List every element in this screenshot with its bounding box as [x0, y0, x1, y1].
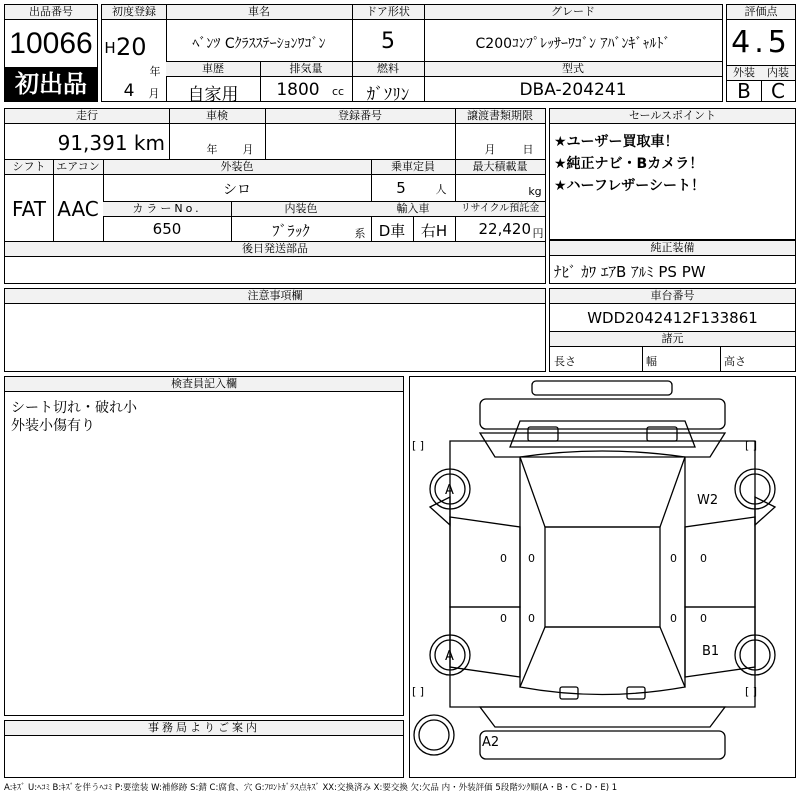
damage-mark: A — [445, 483, 454, 498]
load-label: 最大積載量 — [455, 160, 545, 175]
first-listing-badge: 初出品 — [5, 67, 97, 101]
exterior-grade: B — [737, 79, 751, 103]
panel-zero: 0 — [700, 552, 707, 565]
panel-zero: 0 — [700, 612, 707, 625]
import-dealer: D車 — [378, 222, 406, 240]
model-code: DBA-204241 — [519, 80, 627, 100]
car-name: ﾍﾞﾝﾂ Cｸﾗｽｽﾃｰｼｮﾝﾜｺﾞﾝ — [192, 36, 326, 52]
office-box — [4, 720, 404, 778]
sales-points-box — [549, 108, 796, 240]
shift-label: シフト — [5, 160, 53, 175]
model-label: 型式 — [424, 62, 722, 77]
dims-label: 諸元 — [550, 332, 795, 347]
vehicle-info-box — [101, 4, 723, 105]
ac-label: エアコン — [53, 160, 103, 175]
year-unit: 年 — [149, 65, 161, 78]
sales-points-label: セールスポイント — [550, 109, 795, 124]
damage-mark: A — [445, 649, 454, 664]
exterior-label: 外装 — [727, 66, 761, 81]
equipment-box — [549, 240, 796, 284]
sales-point: ★純正ナビ・Bカメラ！ — [554, 156, 704, 172]
mileage: 91,391 km — [57, 131, 165, 155]
panel-zero: 0 — [528, 552, 535, 565]
fuel-label: 燃料 — [352, 62, 424, 77]
lot-number: 10066 — [9, 27, 93, 60]
height-label: 高さ — [724, 355, 746, 368]
recycle-fee: 22,420 — [478, 220, 531, 238]
damage-mark: B1 — [702, 644, 720, 659]
int-color: ﾌﾞﾗｯｸ — [272, 222, 310, 240]
history-label: 車歴 — [166, 62, 260, 77]
inspector-note: 外装小傷有り — [11, 418, 95, 434]
load-unit: kg — [528, 185, 542, 198]
lot-number-box — [4, 4, 98, 102]
damage-mark: A2 — [482, 735, 500, 750]
recycle-unit: 円 — [532, 227, 544, 240]
interior-label: 内装 — [761, 66, 795, 81]
month-unit: 月 — [148, 87, 160, 100]
sales-point: ★ハーフレザーシート！ — [554, 178, 706, 194]
inspector-box — [4, 376, 404, 716]
color-no-label: カラーNo. — [103, 202, 231, 217]
equipment: ﾅﾋﾞ ｶﾜ ｴｱB ｱﾙﾐ PS PW — [554, 263, 706, 281]
transfer-day-unit: 日 — [522, 143, 534, 156]
notes-label: 注意事項欄 — [5, 289, 545, 304]
transfer-month-unit: 月 — [484, 143, 496, 156]
era: H — [104, 39, 116, 57]
interior-grade: C — [771, 79, 785, 103]
steering: 右H — [420, 222, 448, 240]
history: 自家用 — [187, 85, 239, 105]
mileage-label: 走行 — [5, 109, 169, 124]
ext-color-label: 外装色 — [103, 160, 371, 175]
displacement-unit: cc — [331, 85, 345, 98]
later-parts-label: 後日発送部品 — [5, 242, 545, 257]
reg-month: 4 — [123, 81, 135, 101]
int-color-suffix: 系 — [354, 227, 366, 240]
bracket-marker: [ ] — [745, 685, 758, 698]
ext-color: シロ — [223, 182, 251, 198]
import-label: 輸入車 — [371, 202, 455, 217]
inspector-note: シート切れ・破れ小 — [11, 400, 137, 416]
recycle-label: リサイクル預託金 — [455, 202, 545, 217]
displacement: 1800 — [276, 80, 320, 100]
legend: A:ｷｽﾞ U:ﾍｺﾐ B:ｷｽﾞを伴うﾍｺﾐ P:要塗装 W:補修跡 S:錆 C:腐食、穴 G:ﾌﾛﾝﾄｶﾞﾗｽ点ｷｽﾞ XX:交換済み X:要交換 欠:欠品 内・外装評価 5段階ﾗﾝｸ順(A・B・C・D・E) 1 — [4, 783, 618, 793]
lot-number-label: 出品番号 — [5, 5, 97, 20]
chassis-number: WDD2042412F133861 — [587, 309, 758, 327]
reg-no-label: 登録番号 — [265, 109, 455, 124]
score-box — [726, 4, 796, 102]
inspection-year-unit: 年 — [206, 143, 218, 156]
bracket-marker: [ ] — [745, 439, 758, 452]
capacity: 5 — [396, 179, 406, 197]
air-conditioner: AAC — [57, 197, 99, 221]
door-label: ドア形状 — [352, 5, 424, 20]
transfer-label: 譲渡書類期限 — [455, 109, 545, 124]
inspector-label: 検査員記入欄 — [5, 377, 403, 392]
sales-point: ★ユーザー買取車！ — [554, 134, 679, 150]
car-outline-diagram — [410, 377, 795, 777]
panel-zero: 0 — [670, 612, 677, 625]
car-name-label: 車名 — [166, 5, 352, 20]
details-box — [4, 108, 546, 284]
grade-label: グレード — [424, 5, 722, 20]
panel-zero: 0 — [528, 612, 535, 625]
equipment-label: 純正装備 — [550, 241, 795, 256]
capacity-label: 乗車定員 — [371, 160, 455, 175]
color-no: 650 — [152, 220, 182, 238]
fuel: ｶﾞｿﾘﾝ — [366, 85, 410, 105]
chassis-label: 車台番号 — [550, 289, 795, 304]
bracket-marker: [ ] — [412, 439, 425, 452]
inspection-label: 車検 — [169, 109, 265, 124]
panel-zero: 0 — [500, 612, 507, 625]
width-label: 幅 — [646, 355, 657, 368]
bracket-marker: [ ] — [412, 685, 425, 698]
grade: C200ｺﾝﾌﾟﾚｯｻｰﾜｺﾞﾝ ｱﾊﾞﾝｷﾞｬﾙﾄﾞ — [475, 36, 671, 52]
inspection-month-unit: 月 — [242, 143, 254, 156]
int-color-label: 内装色 — [231, 202, 371, 217]
reg-year: 20 — [116, 33, 147, 61]
displacement-label: 排気量 — [260, 62, 352, 77]
overall-score: 4.5 — [731, 25, 791, 60]
office-label: 事務局よりご案内 — [5, 721, 403, 736]
first-reg-label: 初度登録 — [102, 5, 166, 20]
car-diagram — [409, 376, 796, 778]
panel-zero: 0 — [670, 552, 677, 565]
chassis-box — [549, 288, 796, 372]
notes-box — [4, 288, 546, 372]
damage-mark: W2 — [697, 493, 719, 508]
panel-zero: 0 — [500, 552, 507, 565]
door-count: 5 — [381, 29, 395, 54]
shift: FAT — [11, 197, 46, 221]
length-label: 長さ — [554, 355, 576, 368]
capacity-unit: 人 — [435, 183, 447, 196]
score-label: 評価点 — [727, 5, 795, 20]
